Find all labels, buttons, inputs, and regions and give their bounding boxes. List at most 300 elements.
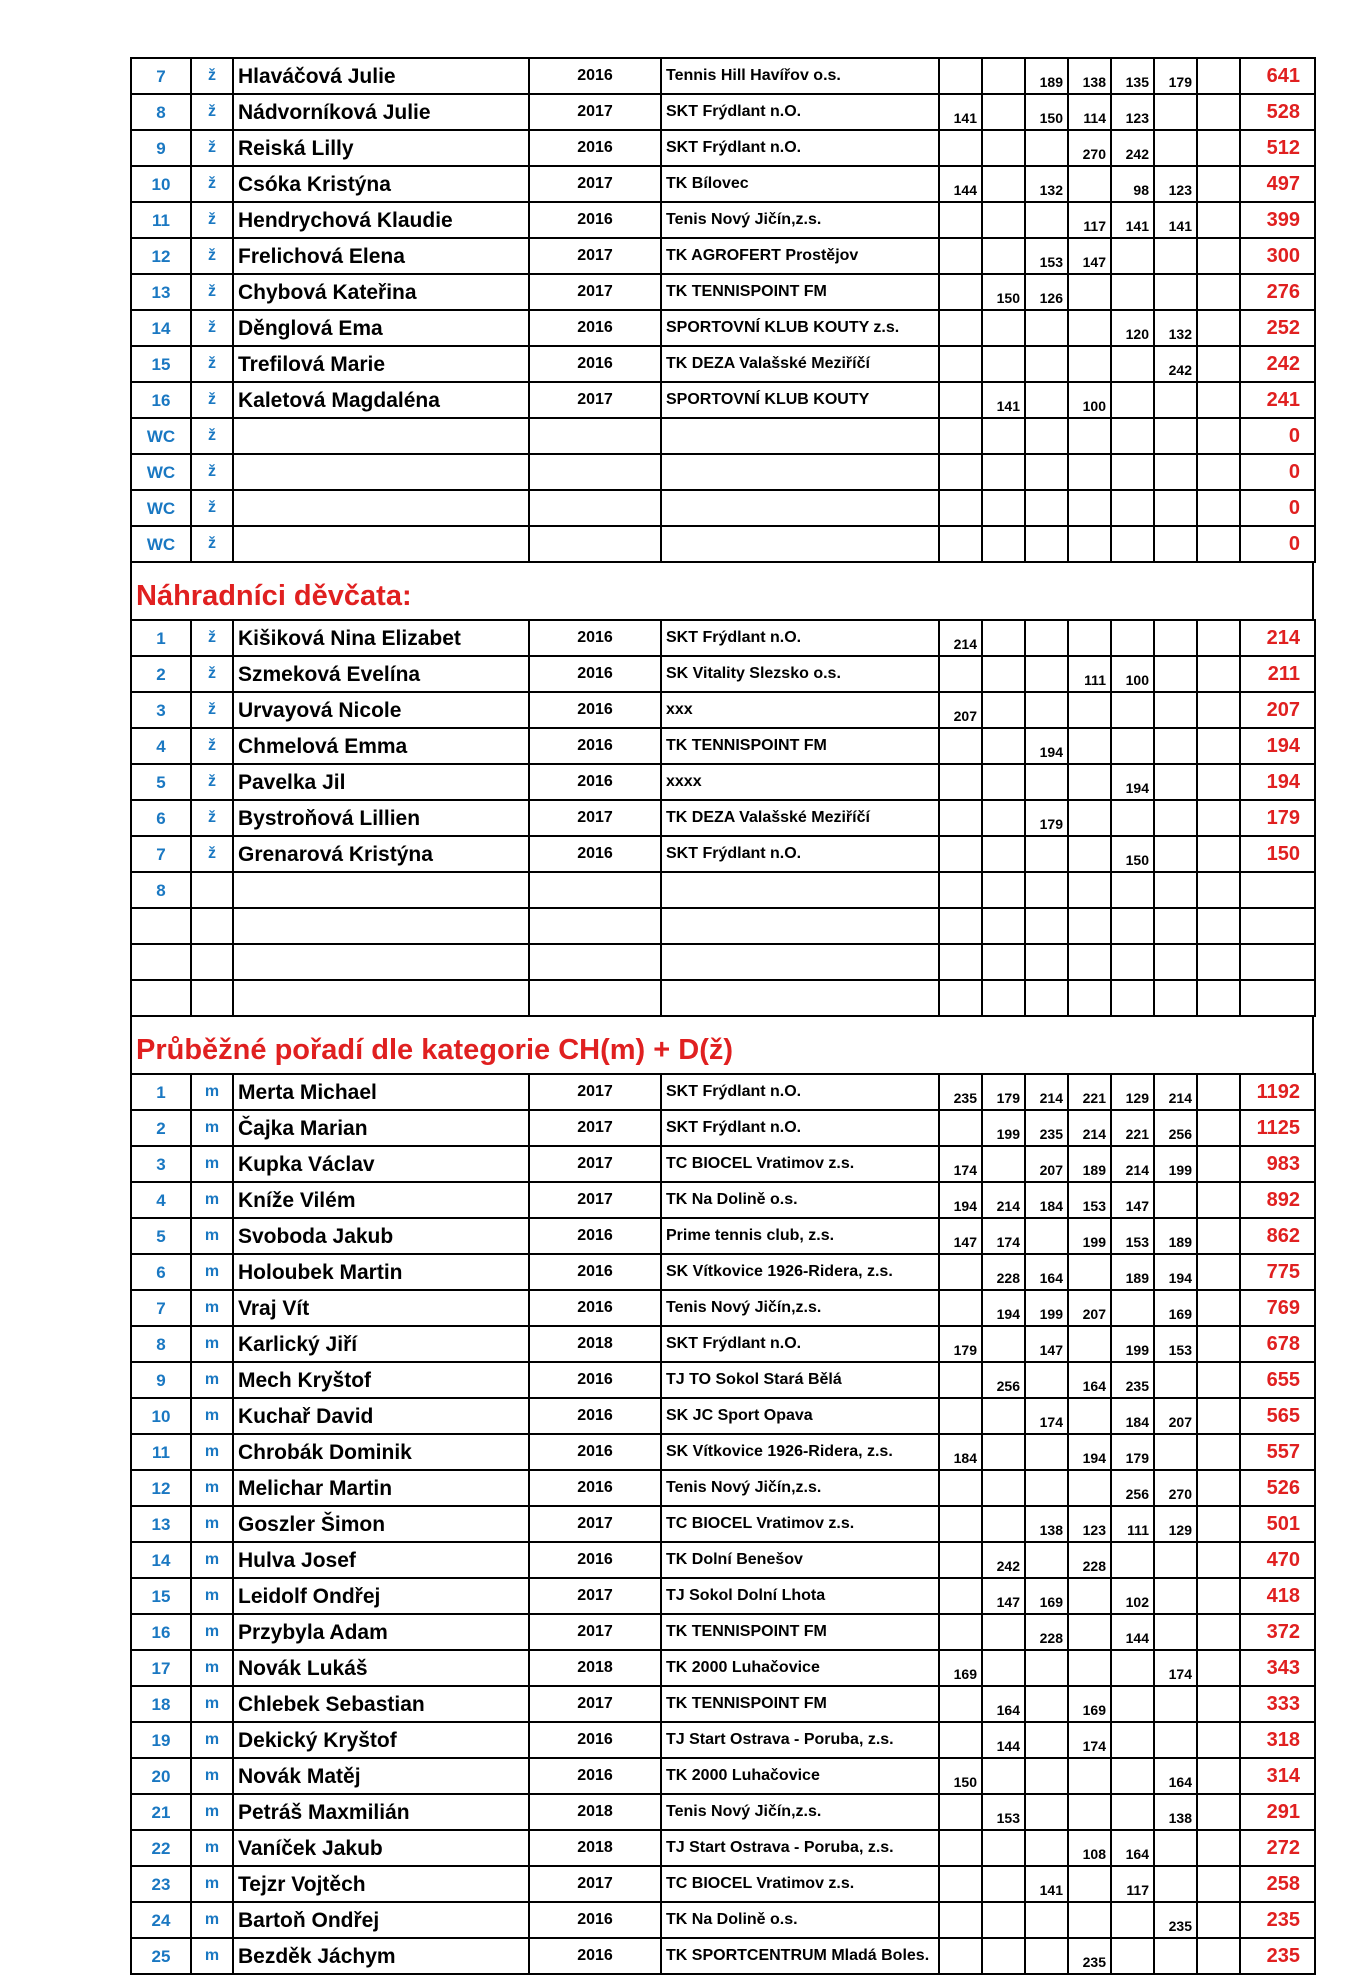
tournament-points [939,1398,982,1434]
tournament-points: 184 [1111,1398,1154,1434]
player-name: Dekický Kryštof [233,1722,529,1758]
tournament-points: 189 [1154,1218,1197,1254]
total-points: 470 [1240,1542,1315,1578]
spacer-cell [1197,1470,1240,1506]
player-name: Trefilová Marie [233,346,529,382]
rank-cell: 11 [131,202,191,238]
spacer-cell [1197,94,1240,130]
spacer-cell [1197,490,1240,526]
tournament-points: 123 [1154,166,1197,202]
spacer-cell [1197,656,1240,692]
birth-year: 2018 [529,1830,661,1866]
birth-year [529,872,661,908]
tournament-points [1111,274,1154,310]
spacer-cell [1197,1758,1240,1794]
tournament-points [939,1902,982,1938]
player-name: Leidolf Ondřej [233,1578,529,1614]
spacer-cell [1197,1938,1240,1974]
tournament-points [982,346,1025,382]
tournament-points [1068,1326,1111,1362]
tournament-points [1068,1650,1111,1686]
spacer-cell [1197,1866,1240,1902]
tournament-points [1154,980,1197,1016]
tournament-points [939,1362,982,1398]
player-name [233,490,529,526]
player-name [233,872,529,908]
tournament-points [939,1830,982,1866]
player-name: Kuchař David [233,1398,529,1434]
tournament-points [939,58,982,94]
tournament-points: 111 [1068,656,1111,692]
club-name: SKT Frýdlant n.O. [661,836,939,872]
tournament-points [982,166,1025,202]
tournament-points: 207 [1154,1398,1197,1434]
tournament-points: 153 [1111,1218,1154,1254]
tournament-points [982,1434,1025,1470]
tournament-points [982,94,1025,130]
tournament-points [1154,1434,1197,1470]
tournament-points [939,1794,982,1830]
total-points: 272 [1240,1830,1315,1866]
table-row [131,202,1315,238]
table-row [131,490,1315,526]
birth-year: 2016 [529,1902,661,1938]
tournament-points [939,656,982,692]
spacer-cell [1197,764,1240,800]
rank-cell: 8 [131,872,191,908]
tournament-points [1068,418,1111,454]
sex-cell: m [191,1758,233,1794]
spacer-cell [1197,620,1240,656]
tournament-points [982,526,1025,562]
tournament-points [982,908,1025,944]
sex-cell: m [191,1938,233,1974]
sex-cell: ž [191,58,233,94]
spacer-cell [1197,1290,1240,1326]
tournament-points: 214 [1025,1074,1068,1110]
tournament-points [1154,620,1197,656]
sex-cell: ž [191,526,233,562]
tournament-points [939,346,982,382]
club-name: TK Na Dolině o.s. [661,1182,939,1218]
tournament-points: 150 [1111,836,1154,872]
tournament-points [1154,94,1197,130]
tournament-points: 114 [1068,94,1111,130]
tournament-points [1025,692,1068,728]
tournament-points [939,1110,982,1146]
tournament-points [1025,1722,1068,1758]
club-name: TK TENNISPOINT FM [661,728,939,764]
total-points [1240,980,1315,1016]
tournament-points [1068,908,1111,944]
tournament-points: 138 [1068,58,1111,94]
sex-cell: m [191,1326,233,1362]
spacer-cell [1197,1542,1240,1578]
table-row [131,1722,1315,1758]
tournament-points: 242 [1111,130,1154,166]
club-name: SK Vitality Slezsko o.s. [661,656,939,692]
player-name: Kišiková Nina Elizabet [233,620,529,656]
tournament-points [1025,980,1068,1016]
tournament-points [1154,1542,1197,1578]
club-name: xxx [661,692,939,728]
tournament-points [1068,526,1111,562]
birth-year [529,944,661,980]
player-name: Hlaváčová Julie [233,58,529,94]
tournament-points: 242 [1154,346,1197,382]
player-name: Kaletová Magdaléna [233,382,529,418]
birth-year [529,418,661,454]
tournament-points: 228 [982,1254,1025,1290]
rank-cell: 18 [131,1686,191,1722]
tournament-points [939,526,982,562]
player-name: Hendrychová Klaudie [233,202,529,238]
tournament-points: 194 [939,1182,982,1218]
player-name [233,526,529,562]
table-row [131,1542,1315,1578]
tournament-points [982,872,1025,908]
tournament-points [1111,980,1154,1016]
player-name [233,908,529,944]
tournament-points: 164 [982,1686,1025,1722]
tournament-points [1154,800,1197,836]
spacer-cell [1197,382,1240,418]
tournament-points [982,1758,1025,1794]
rank-cell: 16 [131,1614,191,1650]
player-name: Novák Matěj [233,1758,529,1794]
total-points: 314 [1240,1758,1315,1794]
tournament-points [1154,1866,1197,1902]
tournament-points: 123 [1111,94,1154,130]
tournament-points [982,202,1025,238]
rank-cell: 3 [131,692,191,728]
birth-year: 2016 [529,692,661,728]
tournament-points [1154,1686,1197,1722]
player-name: Kupka Václav [233,1146,529,1182]
table-row [131,1506,1315,1542]
sex-cell: m [191,1290,233,1326]
spacer-cell [1197,1398,1240,1434]
tournament-points [1068,980,1111,1016]
tournament-points [1111,526,1154,562]
rank-cell: 12 [131,1470,191,1506]
rank-cell: 6 [131,1254,191,1290]
club-name: TK DEZA Valašské Meziříčí [661,800,939,836]
tournament-points [1025,1686,1068,1722]
birth-year [529,454,661,490]
tournament-points [1068,1902,1111,1938]
table-row [131,94,1315,130]
tournament-points [1154,418,1197,454]
rank-cell: 5 [131,764,191,800]
tournament-points [982,1938,1025,1974]
club-name: SKT Frýdlant n.O. [661,1326,939,1362]
tournament-points: 270 [1154,1470,1197,1506]
birth-year: 2016 [529,58,661,94]
rank-cell: 7 [131,58,191,94]
tournament-points: 235 [1025,1110,1068,1146]
rank-cell: 14 [131,1542,191,1578]
tournament-points [1111,1758,1154,1794]
tournament-points [982,836,1025,872]
birth-year: 2016 [529,310,661,346]
player-name: Vraj Vít [233,1290,529,1326]
club-name: TK DEZA Valašské Meziříčí [661,346,939,382]
birth-year: 2018 [529,1650,661,1686]
tournament-points [1154,1722,1197,1758]
rank-cell: 9 [131,130,191,166]
sex-cell: ž [191,202,233,238]
sex-cell [191,908,233,944]
birth-year: 2016 [529,1254,661,1290]
tournament-points: 144 [1111,1614,1154,1650]
club-name [661,980,939,1016]
sex-cell: m [191,1830,233,1866]
table-row [131,908,1315,944]
rank-cell: 8 [131,94,191,130]
tournament-points [982,418,1025,454]
sex-cell: m [191,1398,233,1434]
player-name: Pavelka Jil [233,764,529,800]
player-name: Děnglová Ema [233,310,529,346]
player-name: Merta Michael [233,1074,529,1110]
tournament-points [1025,1542,1068,1578]
tournament-points: 147 [939,1218,982,1254]
tournament-points: 207 [939,692,982,728]
tournament-points: 179 [1154,58,1197,94]
club-name: TC BIOCEL Vratimov z.s. [661,1146,939,1182]
sex-cell: m [191,1434,233,1470]
tournament-points: 256 [1111,1470,1154,1506]
table-row [131,526,1315,562]
spacer-cell [1197,1434,1240,1470]
tournament-points [1025,656,1068,692]
tournament-points [1068,1254,1111,1290]
tournament-points [1068,872,1111,908]
table-row [131,346,1315,382]
tournament-points: 228 [1068,1542,1111,1578]
total-points: 501 [1240,1506,1315,1542]
tournament-points: 129 [1111,1074,1154,1110]
birth-year: 2016 [529,1362,661,1398]
club-name: TK Bílovec [661,166,939,202]
club-name [661,872,939,908]
sex-cell: ž [191,310,233,346]
tournament-points [1068,310,1111,346]
sex-cell: ž [191,418,233,454]
birth-year [529,908,661,944]
sex-cell: ž [191,346,233,382]
tournament-points [939,836,982,872]
sex-cell [191,872,233,908]
club-name: SKT Frýdlant n.O. [661,1074,939,1110]
tournament-points [1025,620,1068,656]
sex-cell: m [191,1650,233,1686]
tournament-points: 129 [1154,1506,1197,1542]
player-name: Kníže Vilém [233,1182,529,1218]
tournament-points [982,728,1025,764]
tournament-points: 214 [939,620,982,656]
player-name: Vaníček Jakub [233,1830,529,1866]
sex-cell: m [191,1254,233,1290]
table-row [131,1146,1315,1182]
spacer-cell [1197,872,1240,908]
sex-cell: m [191,1362,233,1398]
tournament-points [1025,908,1068,944]
tournament-points [1154,526,1197,562]
rank-cell: 3 [131,1146,191,1182]
tournament-points: 174 [1068,1722,1111,1758]
rank-cell: WC [131,454,191,490]
club-name: TK AGROFERT Prostějov [661,238,939,274]
girls-table [130,57,1316,563]
spacer-cell [1197,1722,1240,1758]
birth-year: 2016 [529,1290,661,1326]
table-row [131,1074,1315,1110]
total-points: 399 [1240,202,1315,238]
club-name: TK Na Dolině o.s. [661,1902,939,1938]
tournament-points: 199 [1025,1290,1068,1326]
total-points: 211 [1240,656,1315,692]
player-name: Karlický Jiří [233,1326,529,1362]
tournament-points [939,130,982,166]
table-row [131,764,1315,800]
tournament-points [982,58,1025,94]
tournament-points: 169 [1154,1290,1197,1326]
player-name: Przybyla Adam [233,1614,529,1650]
tournament-points [1068,1614,1111,1650]
player-name: Petráš Maxmilián [233,1794,529,1830]
total-points: 207 [1240,692,1315,728]
tournament-points [1154,274,1197,310]
tournament-points [1025,1650,1068,1686]
tournament-points [982,130,1025,166]
tournament-points [939,274,982,310]
total-points: 235 [1240,1902,1315,1938]
total-points [1240,908,1315,944]
table-row [131,130,1315,166]
birth-year: 2016 [529,728,661,764]
spacer-cell [1197,274,1240,310]
total-points: 0 [1240,526,1315,562]
total-points: 235 [1240,1938,1315,1974]
table-row [131,872,1315,908]
tournament-points: 141 [982,382,1025,418]
sex-cell: m [191,1110,233,1146]
total-points: 678 [1240,1326,1315,1362]
player-name: Hulva Josef [233,1542,529,1578]
total-points [1240,872,1315,908]
tournament-points [1025,1902,1068,1938]
tournament-points [939,418,982,454]
player-name [233,454,529,490]
birth-year: 2016 [529,764,661,800]
tournament-points [939,382,982,418]
tournament-points: 174 [1025,1398,1068,1434]
rank-cell: 10 [131,1398,191,1434]
tournament-points: 199 [1154,1146,1197,1182]
birth-year [529,980,661,1016]
birth-year: 2017 [529,800,661,836]
tournament-points: 138 [1154,1794,1197,1830]
table-row [131,980,1315,1016]
tournament-points [1111,382,1154,418]
tournament-points [939,764,982,800]
spacer-cell [1197,526,1240,562]
sex-cell: m [191,1902,233,1938]
sex-cell: m [191,1794,233,1830]
tournament-points [1068,620,1111,656]
tournament-points [1025,526,1068,562]
player-name: Grenarová Kristýna [233,836,529,872]
tournament-points: 221 [1111,1110,1154,1146]
total-points: 862 [1240,1218,1315,1254]
birth-year: 2016 [529,346,661,382]
tournament-points: 199 [1068,1218,1111,1254]
tournament-points: 153 [1025,238,1068,274]
total-points: 983 [1240,1146,1315,1182]
spacer-cell [1197,692,1240,728]
tournament-points: 214 [1068,1110,1111,1146]
tournament-points: 199 [1111,1326,1154,1362]
tournament-points [939,1578,982,1614]
tournament-points [982,980,1025,1016]
table-row [131,1182,1315,1218]
tournament-points: 169 [1025,1578,1068,1614]
tournament-points [982,1830,1025,1866]
rank-cell: 4 [131,728,191,764]
rank-cell: WC [131,418,191,454]
tournament-points [982,1470,1025,1506]
rank-cell: 8 [131,1326,191,1362]
tournament-points [939,1290,982,1326]
tournament-points [1068,166,1111,202]
total-points: 526 [1240,1470,1315,1506]
tournament-points: 256 [982,1362,1025,1398]
birth-year: 2018 [529,1326,661,1362]
tournament-points [1025,1794,1068,1830]
club-name: TC BIOCEL Vratimov z.s. [661,1506,939,1542]
club-name [661,418,939,454]
club-name: SK Vítkovice 1926-Ridera, z.s. [661,1434,939,1470]
player-name: Svoboda Jakub [233,1218,529,1254]
birth-year: 2017 [529,382,661,418]
tournament-points [939,1542,982,1578]
spacer-cell [1197,58,1240,94]
tournament-points: 164 [1025,1254,1068,1290]
tournament-points [982,454,1025,490]
total-points: 418 [1240,1578,1315,1614]
club-name: TK TENNISPOINT FM [661,1686,939,1722]
total-points: 565 [1240,1398,1315,1434]
tournament-points: 179 [939,1326,982,1362]
total-points: 512 [1240,130,1315,166]
birth-year: 2017 [529,1074,661,1110]
total-points: 194 [1240,728,1315,764]
tournament-points [1111,418,1154,454]
table-row [131,1686,1315,1722]
sex-cell: m [191,1182,233,1218]
tournament-points [1111,692,1154,728]
tournament-points: 141 [939,94,982,130]
ranking-sheet [130,57,1314,1975]
club-name: TJ Start Ostrava - Poruba, z.s. [661,1722,939,1758]
table-row [131,1398,1315,1434]
tournament-points: 169 [1068,1686,1111,1722]
spacer-cell [1197,1254,1240,1290]
birth-year: 2017 [529,1614,661,1650]
tournament-points [982,1146,1025,1182]
